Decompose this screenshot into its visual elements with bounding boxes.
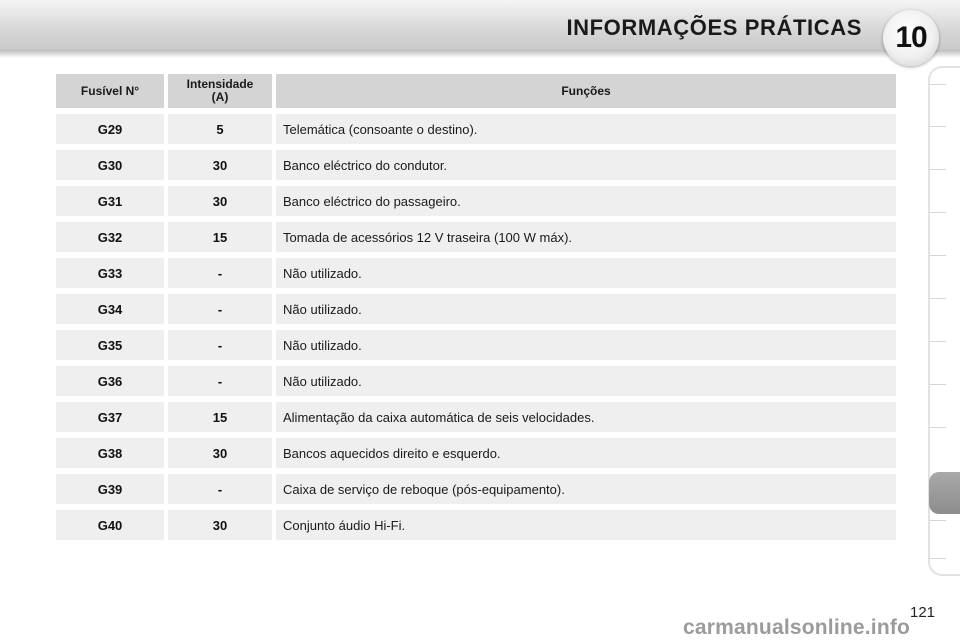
fuse-function: Conjunto áudio Hi-Fi.	[276, 510, 896, 540]
fuse-intensity: 5	[168, 114, 272, 144]
fuse-intensity: 30	[168, 438, 272, 468]
fuse-number: G40	[56, 510, 164, 540]
fuse-function: Não utilizado.	[276, 366, 896, 396]
fuse-number: G38	[56, 438, 164, 468]
side-tab-divider	[930, 255, 946, 256]
table-row	[56, 366, 896, 396]
side-tab-divider	[930, 84, 946, 85]
column-header-fuse: Fusível N°	[56, 74, 164, 108]
fuse-function: Banco eléctrico do condutor.	[276, 150, 896, 180]
column-header-intensity-line1: Intensidade	[186, 77, 254, 91]
fuse-intensity: -	[168, 366, 272, 396]
table-row	[56, 402, 896, 432]
fuse-intensity: -	[168, 474, 272, 504]
side-tab-active-chapter	[929, 472, 960, 514]
header-shadow	[0, 50, 960, 58]
fuse-number: G29	[56, 114, 164, 144]
fuse-intensity: -	[168, 258, 272, 288]
page-title: INFORMAÇÕES PRÁTICAS	[566, 15, 862, 40]
fuse-function: Não utilizado.	[276, 330, 896, 360]
table-row	[56, 474, 896, 504]
table-row	[56, 294, 896, 324]
table-row	[56, 258, 896, 288]
fuse-function: Alimentação da caixa automática de seis velocidades.	[276, 402, 896, 432]
column-header-functions: Funções	[276, 74, 896, 108]
chapter-badge: 10	[883, 10, 939, 66]
fuse-number: G33	[56, 258, 164, 288]
fuse-function: Não utilizado.	[276, 258, 896, 288]
fuse-function: Não utilizado.	[276, 294, 896, 324]
side-tab-divider	[930, 126, 946, 127]
fuse-number: G36	[56, 366, 164, 396]
fuse-intensity: 30	[168, 510, 272, 540]
fuse-intensity: 30	[168, 150, 272, 180]
fuse-number: G37	[56, 402, 164, 432]
table-row	[56, 150, 896, 180]
fuse-function: Banco eléctrico do passageiro.	[276, 186, 896, 216]
table-header-row	[56, 74, 896, 108]
table-row	[56, 222, 896, 252]
side-tab-divider	[930, 212, 946, 213]
fuse-function: Telemática (consoante o destino).	[276, 114, 896, 144]
page-number: 121	[910, 604, 936, 621]
fuse-intensity: -	[168, 294, 272, 324]
column-header-intensity	[168, 74, 272, 108]
fuse-intensity: 15	[168, 222, 272, 252]
table-row	[56, 330, 896, 360]
table-row	[56, 114, 896, 144]
fuse-number: G34	[56, 294, 164, 324]
fuse-number: G32	[56, 222, 164, 252]
fuse-number: G35	[56, 330, 164, 360]
fuse-table	[52, 68, 900, 546]
table-row	[56, 438, 896, 468]
side-tab-divider	[930, 520, 946, 521]
side-tab-divider	[930, 427, 946, 428]
fuse-number: G30	[56, 150, 164, 180]
column-header-intensity-line2: (A)	[211, 90, 229, 104]
fuse-number: G31	[56, 186, 164, 216]
fuse-function: Bancos aquecidos direito e esquerdo.	[276, 438, 896, 468]
table-row	[56, 510, 896, 540]
side-tab-divider	[930, 341, 946, 342]
fuse-number: G39	[56, 474, 164, 504]
side-tab-divider	[930, 558, 946, 559]
fuse-function: Caixa de serviço de reboque (pós-equipamento).	[276, 474, 896, 504]
fuse-intensity: 30	[168, 186, 272, 216]
fuse-function: Tomada de acessórios 12 V traseira (100 W máx).	[276, 222, 896, 252]
fuse-intensity: -	[168, 330, 272, 360]
watermark: carmanualsonline.info	[683, 616, 911, 639]
table-row	[56, 186, 896, 216]
side-tab-divider	[930, 169, 946, 170]
side-tab-divider	[930, 384, 946, 385]
side-tab-divider	[930, 298, 946, 299]
fuse-intensity: 15	[168, 402, 272, 432]
